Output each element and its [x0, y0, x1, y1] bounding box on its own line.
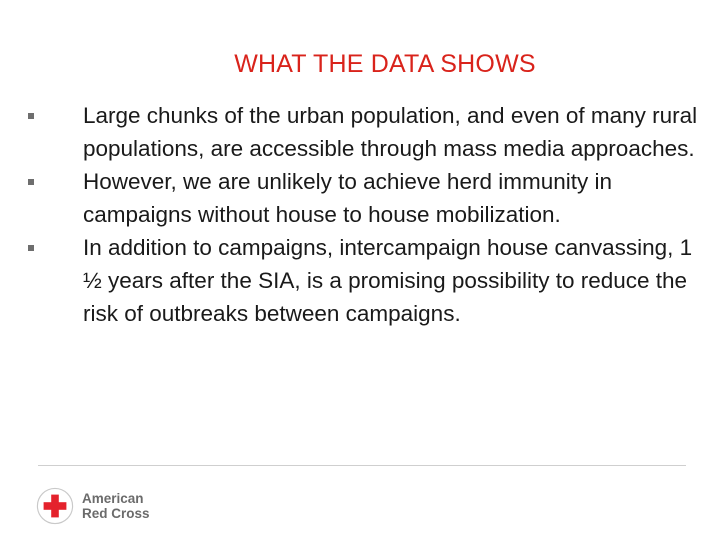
square-bullet-icon [28, 179, 34, 185]
bullet-text: In addition to campaigns, intercampaign house canvassing, 1 ½ years after the SIA, is a promising possibility to reduce the risk of outbreaks between campaigns. [83, 235, 693, 326]
red-cross-logo [36, 486, 150, 526]
bullet-item [28, 165, 698, 231]
square-bullet-icon [28, 245, 34, 251]
bullet-item [28, 99, 698, 165]
slide-title: WHAT THE DATA SHOWS [234, 50, 536, 78]
footer-divider [38, 465, 686, 466]
bullet-list [28, 99, 698, 330]
bullet-text: Large chunks of the urban population, and even of many rural populations, are accessible through mass media approaches. [83, 103, 698, 161]
logo-wordmark [82, 491, 150, 521]
bullet-item [28, 231, 698, 330]
bullet-text: However, we are unlikely to achieve herd immunity in campaigns without house to house mobilization. [83, 169, 612, 227]
logo-line-1: American [82, 491, 144, 506]
red-cross-icon [36, 487, 74, 525]
square-bullet-icon [28, 113, 34, 119]
logo-line-2: Red Cross [82, 506, 150, 521]
